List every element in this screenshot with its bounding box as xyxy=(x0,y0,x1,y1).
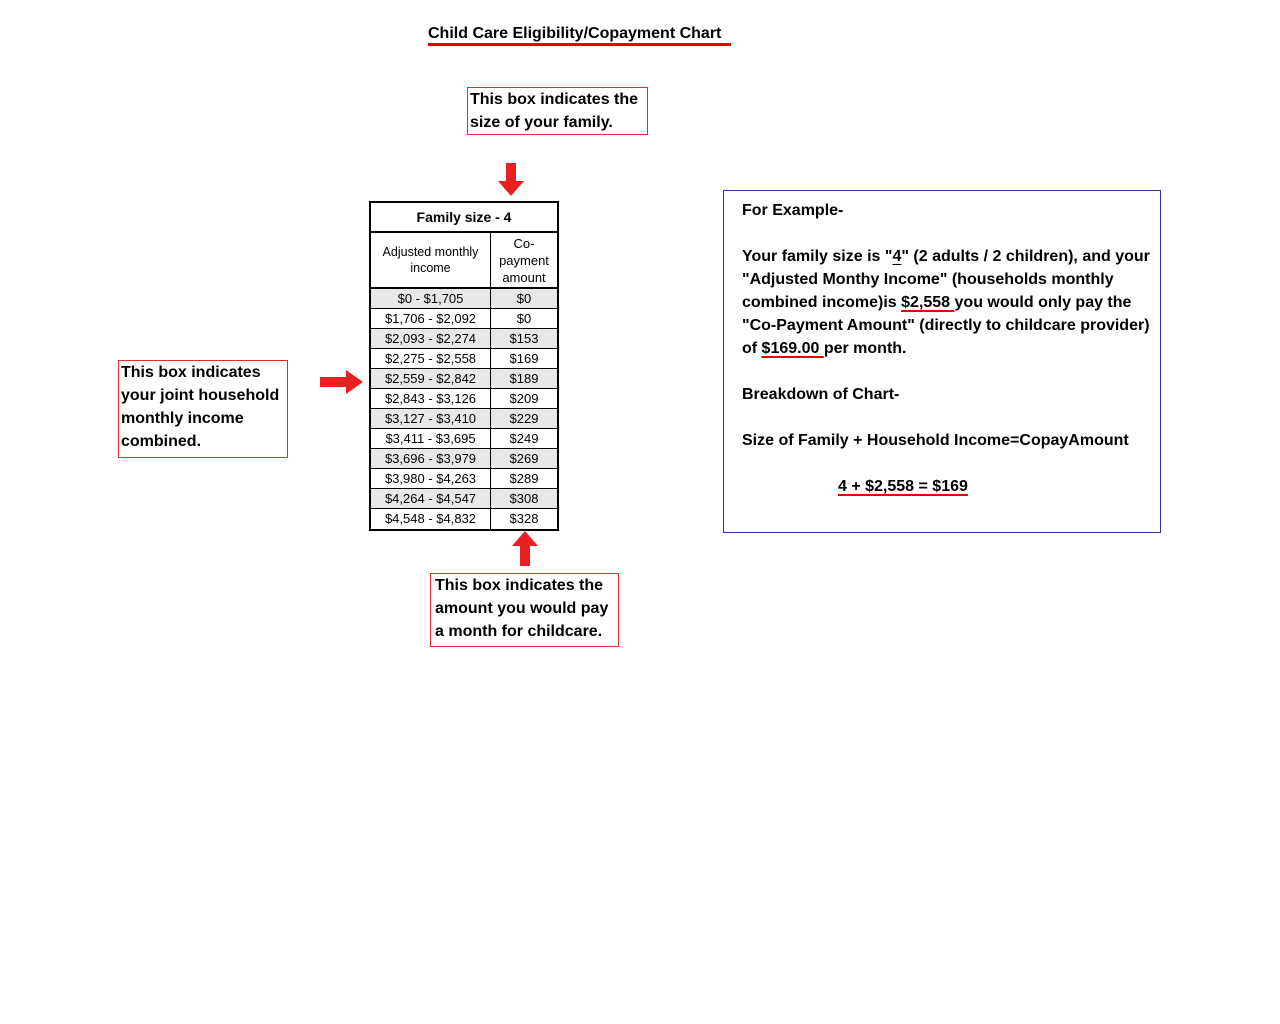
income-range-cell: $3,127 - $3,410 xyxy=(371,409,491,428)
example-box xyxy=(723,190,1161,533)
table-row xyxy=(371,369,557,389)
breakdown-heading: Breakdown of Chart- xyxy=(742,386,900,403)
copay-cell: $209 xyxy=(509,391,539,406)
table-column-headers xyxy=(371,233,557,289)
income-range-cell: $2,275 - $2,558 xyxy=(371,349,491,368)
copay-cell: $328 xyxy=(509,511,539,526)
copay-cell: $308 xyxy=(509,491,539,506)
arrow-right-icon xyxy=(320,370,364,394)
income-range-cell: $0 - $1,705 xyxy=(371,289,491,308)
copay-cell: $229 xyxy=(509,411,539,426)
example-paragraph: Your family size is "4" (2 adults / 2 children), and your "Adjusted Monthy Income" (households monthly combined income)is $2,558 you would only pay the "Co-Payment Amount" (directly to childcare provider) of $169.00 per month. xyxy=(742,248,1150,357)
income-range-cell: $3,696 - $3,979 xyxy=(371,449,491,468)
income-range-cell: $3,411 - $3,695 xyxy=(371,429,491,448)
example-amount: $169.00 xyxy=(761,340,824,357)
copay-cell: $153 xyxy=(509,331,539,346)
note-copay-amount: This box indicates the amount you would pay a month for childcare. xyxy=(430,573,619,647)
copay-cell: $169 xyxy=(509,351,539,366)
table-body xyxy=(371,289,557,529)
table-row xyxy=(371,469,557,489)
table-row xyxy=(371,409,557,429)
table-row xyxy=(371,489,557,509)
income-range-cell: $3,980 - $4,263 xyxy=(371,469,491,488)
table-row xyxy=(371,389,557,409)
table-row xyxy=(371,349,557,369)
example-heading: For Example- xyxy=(742,202,844,219)
arrow-down-icon xyxy=(498,163,524,197)
income-range-cell: $2,843 - $3,126 xyxy=(371,389,491,408)
copay-cell: $249 xyxy=(509,431,539,446)
income-range-cell: $1,706 - $2,092 xyxy=(371,309,491,328)
title-underline xyxy=(428,43,731,46)
income-range-cell: $4,548 - $4,832 xyxy=(371,509,491,529)
table-row xyxy=(371,329,557,349)
page-title: Child Care Eligibility/Copayment Chart xyxy=(428,25,722,42)
column-header-copay: Co-payment amount xyxy=(499,235,549,285)
arrow-up-icon xyxy=(512,531,538,567)
example-formula: 4 + $2,558 = $169 xyxy=(838,478,968,495)
copay-cell: $289 xyxy=(509,471,539,486)
copay-cell: $0 xyxy=(516,311,532,326)
income-range-cell: $2,559 - $2,842 xyxy=(371,369,491,388)
table-header-family-size: Family size - 4 xyxy=(371,203,557,233)
breakdown-text: Size of Family + Household Income=CopayAmount xyxy=(742,432,1129,449)
eligibility-table xyxy=(369,201,559,531)
copay-cell: $0 xyxy=(516,291,532,306)
note-family-size: This box indicates the size of your family. xyxy=(467,87,648,135)
income-range-cell: $2,093 - $2,274 xyxy=(371,329,491,348)
example-family-size: 4 xyxy=(892,248,902,265)
table-row xyxy=(371,289,557,309)
table-row xyxy=(371,509,557,529)
table-row xyxy=(371,429,557,449)
example-income: $2,558 xyxy=(901,294,955,311)
copay-cell: $269 xyxy=(509,451,539,466)
note-household-income: This box indicates your joint household monthly income combined. xyxy=(118,360,288,458)
copay-cell: $189 xyxy=(509,371,539,386)
income-range-cell: $4,264 - $4,547 xyxy=(371,489,491,508)
column-header-income: Adjusted monthly income xyxy=(371,233,491,287)
table-row xyxy=(371,449,557,469)
table-row xyxy=(371,309,557,329)
